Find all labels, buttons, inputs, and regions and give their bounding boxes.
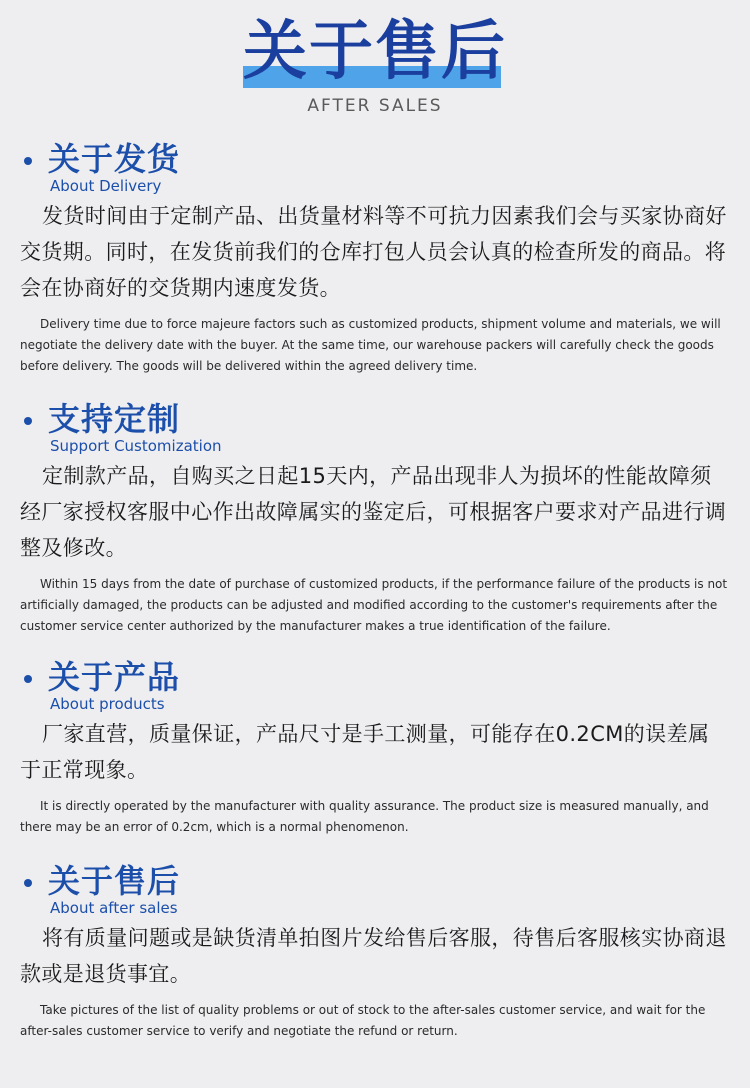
section-after-sales <box>0 860 750 1042</box>
section-title: 支持定制 <box>48 400 181 438</box>
bullet-dot-icon <box>24 157 32 165</box>
bullet-dot-icon <box>24 675 32 683</box>
section-heading <box>0 398 750 458</box>
page-subtitle: AFTER SALES <box>307 96 443 116</box>
section-products <box>0 656 750 838</box>
section-heading <box>0 138 750 198</box>
section-customization <box>0 398 750 637</box>
section-title: 关于售后 <box>48 862 181 900</box>
bullet-dot-icon <box>24 879 32 887</box>
section-text-cn: 定制款产品，自购买之日起15天内，产品出现非人为损坏的性能故障须经厂家授权客服中心作出故障属实的鉴定后，可根据客户要求对产品进行调整及修改。 <box>20 464 727 560</box>
section-text-cn: 厂家直营，质量保证，产品尺寸是手工测量，可能存在0.2CM的误差属于正常现象。 <box>20 722 710 782</box>
section-text-cn: 发货时间由于定制产品、出货量材料等不可抗力因素我们会与买家协商好交货期。同时，在发货前我们的仓库打包人员会认真的检查所发的商品。将会在协商好的交货期内速度发货。 <box>20 204 727 300</box>
section-title: 关于产品 <box>48 658 181 696</box>
section-subtitle: About Delivery <box>50 177 162 195</box>
section-heading <box>0 656 750 716</box>
section-title: 关于发货 <box>48 140 181 178</box>
section-delivery <box>0 138 750 377</box>
section-text-cn: 将有质量问题或是缺货清单拍图片发给售后客服，待售后客服核实协商退款或是退货事宜。 <box>20 926 727 986</box>
section-text-en: It is directly operated by the manufacturer with quality assurance. The product size is measured manually, and there may be an error of 0.2cm, which is a normal phenomenon. <box>20 799 709 834</box>
section-subtitle: About after sales <box>50 899 178 917</box>
section-text-en: Within 15 days from the date of purchase of customized products, if the performance failure of the products is not artificially damaged, the products can be adjusted and modified according to the customer's requirements after the customer service center authorized by the manufacturer makes a true identification of the failure. <box>20 577 728 633</box>
section-subtitle: Support Customization <box>50 437 222 455</box>
section-subtitle: About products <box>50 695 165 713</box>
section-text-en: Delivery time due to force majeure factors such as customized products, shipment volume and materials, we will negotiate the delivery date with the buyer. At the same time, our warehouse packers will carefully check the goods before delivery. The goods will be delivered within the agreed delivery time. <box>20 317 721 373</box>
page-title: 关于售后 <box>243 15 507 89</box>
section-heading <box>0 860 750 920</box>
section-text-en: Take pictures of the list of quality problems or out of stock to the after-sales customer service, and wait for the after-sales customer service to verify and negotiate the refund or return. <box>20 1003 706 1038</box>
bullet-dot-icon <box>24 417 32 425</box>
page-header <box>0 0 750 130</box>
